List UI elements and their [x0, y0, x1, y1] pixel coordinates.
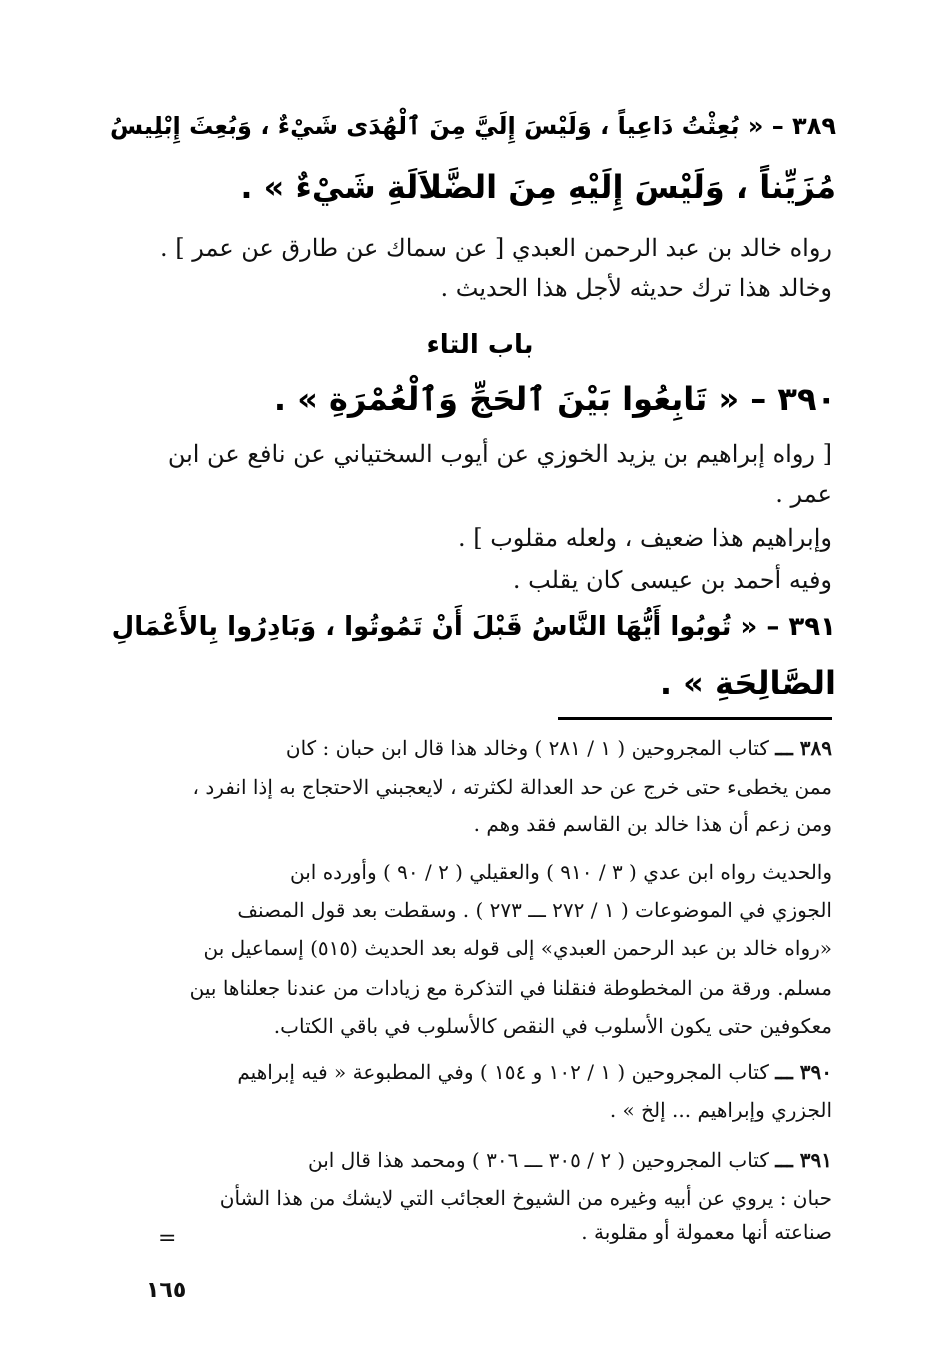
footnote-389b-line-3: «رواه خالد بن عبد الرحمن العبدي» إلى قوله بعد الحديث (٥١٥) إسماعيل بن	[203, 936, 832, 960]
hadith-390-narration-4: وفيه أحمد بن عيسى كان يقلب .	[512, 566, 832, 594]
hadith-389-number: ٣٨٩ –	[771, 112, 836, 140]
footnote-391-number: ٣٩١ ـــ	[775, 1148, 832, 1172]
hadith-390-line-1	[106, 380, 836, 418]
footnote-390-text-1: كتاب المجروحين ( ١ / ١٠٢ و ١٥٤ ) وفي المطبوعة « فيه إبراهيم	[237, 1060, 769, 1084]
chapter-title: باب التاء	[426, 330, 534, 360]
hadith-391-text-1: « تُوبُوا أَيُّهَا النَّاسُ قَبْلَ أَنْ تَمُوتُوا ، وَبَادِرُوا بِالأَعْمَالِ	[111, 612, 758, 642]
hadith-391-line-2: الصَّالِحَةِ » .	[659, 664, 836, 702]
footnote-389-text-1: كتاب المجروحين ( ١ / ٢٨١ ) وخالد هذا قال ابن حبان : كان	[285, 736, 769, 760]
footnote-separator	[558, 717, 832, 720]
hadith-389-narration-1: رواه خالد بن عبد الرحمن العبدي [ عن سماك عن طارق عن عمر ] .	[159, 234, 832, 262]
hadith-390-narration-1: [ رواه إبراهيم بن يزيد الخوزي عن أيوب السختياني عن نافع عن ابن	[167, 440, 832, 468]
footnote-391-line-3: صناعته أنها معمولة أو مقلوبة .	[581, 1220, 832, 1244]
hadith-389-text-1: « بُعِثْتُ دَاعِياً ، وَلَيْسَ إِلَيَّ مِنَ ٱلْهُدَى شَيْءٌ ، وَبُعِثَ إِبْلِيسُ	[109, 112, 764, 140]
page-number: ١٦٥	[146, 1278, 187, 1303]
continuation-mark: =	[158, 1226, 177, 1251]
footnote-389-line-3: ومن زعم أن هذا خالد بن القاسم فقد وهم .	[473, 812, 832, 836]
hadith-390-narration-2: عمر .	[775, 480, 832, 508]
hadith-391-line-1	[106, 612, 836, 642]
footnote-389b-line-5: معكوفين حتى يكون الأسلوب في النقص كالأسلوب في باقي الكتاب.	[273, 1014, 832, 1038]
hadith-390-number: ٣٩٠ –	[750, 380, 836, 418]
footnote-391-text-1: كتاب المجروحين ( ٢ / ٣٠٥ ـــ ٣٠٦ ) ومحمد هذا قال ابن	[308, 1148, 769, 1172]
footnote-389b-line-1: والحديث رواه ابن عدي ( ٣ / ٩١٠ ) والعقيلي ( ٢ / ٩٠ ) وأورده ابن	[290, 860, 832, 884]
footnote-391-line-1	[112, 1148, 832, 1172]
hadith-389-line-1	[106, 112, 836, 140]
hadith-389-narration-2: وخالد هذا ترك حديثه لأجل هذا الحديث .	[440, 274, 832, 302]
footnote-390-line-2: الجزري وإبراهيم ... إلخ » .	[609, 1098, 832, 1122]
hadith-391-number: ٣٩١ –	[766, 612, 836, 642]
footnote-389b-line-2: الجوزي في الموضوعات ( ١ / ٢٧٢ ـــ ٢٧٣ ) . وسقطت بعد قول المصنف	[237, 898, 832, 922]
hadith-389-line-2: مُزَيِّناً ، وَلَيْسَ إِلَيْهِ مِنَ الضَّلاَلَةِ شَيْءٌ » .	[240, 168, 836, 206]
footnote-389-line-2: ممن يخطىء حتى خرج عن حد العدالة لكثرته ، لايعجبني الاحتجاج به إذا انفرد ،	[192, 775, 832, 799]
hadith-390-narration-3: وإبراهيم هذا ضعيف ، ولعله مقلوب ] .	[457, 524, 832, 552]
footnote-390-number: ٣٩٠ ـــ	[775, 1060, 832, 1084]
footnote-389b-line-4: مسلم. ورقة من المخطوطة فنقلنا في التذكرة مع زيادات من عندنا جعلناها بين	[189, 976, 832, 1000]
footnote-390-line-1	[112, 1060, 832, 1084]
footnote-389-line-1	[112, 736, 832, 760]
footnote-389-number: ٣٨٩ ـــ	[775, 736, 832, 760]
footnote-391-line-2: حبان : يروي عن أبيه وغيره من الشيوخ العجائب التي لايشك من هذا الشأن	[219, 1186, 832, 1210]
hadith-390-text-1: « تَابِعُوا بَيْنَ ٱلحَجِّ وَٱلْعُمْرَةِ » .	[273, 380, 740, 418]
